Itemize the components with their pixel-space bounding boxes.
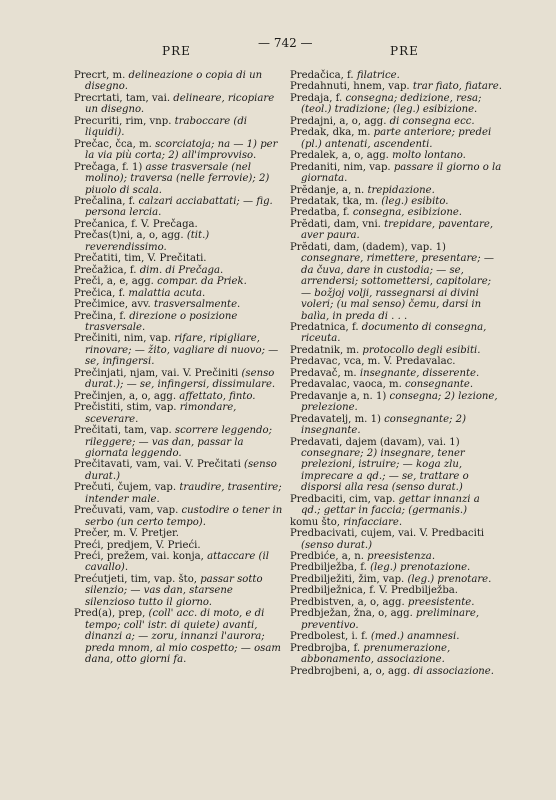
dictionary-entry xyxy=(74,528,286,539)
dictionary-entry xyxy=(74,368,286,391)
entry-headword: Prečatiti, xyxy=(74,253,122,265)
entry-grammar: rim, vnp. xyxy=(122,115,175,127)
entry-headword: Predavati, xyxy=(290,436,343,448)
entry-grammar: f. xyxy=(357,562,371,574)
entry-headword: Prečinjati, xyxy=(74,367,127,379)
entry-grammar: žna, o, agg. xyxy=(350,608,416,620)
entry-grammar: a, o, agg. xyxy=(133,230,187,242)
entry-grammar: dka, m. xyxy=(329,127,374,139)
dictionary-entry xyxy=(290,574,502,585)
entry-grammar: a, n. 1) xyxy=(347,390,390,402)
dictionary-entry xyxy=(290,345,502,356)
entry-grammar: nim, vap. xyxy=(120,333,175,345)
entry-grammar: a, o, agg. xyxy=(125,390,180,402)
entry-headword: Predbiće, xyxy=(290,551,339,563)
entry-grammar: dam, (dadem), vap. 1) xyxy=(330,241,446,253)
entry-definition: dim. di Prečaga. xyxy=(139,264,224,276)
entry-headword: Prečažica, xyxy=(74,264,127,276)
entry-definition: documento di consegna, riceuta. xyxy=(301,321,487,345)
dictionary-entry xyxy=(74,311,286,334)
entry-grammar: tam, vai. xyxy=(122,92,174,104)
entry-definition: (leg.) prenotazione. xyxy=(370,562,471,574)
entry-headword: Prečalina, xyxy=(74,195,126,207)
dictionary-entry xyxy=(290,81,502,92)
dictionary-entry xyxy=(74,196,286,219)
entry-definition: asse trasversale (nel molino); traversa (nelle ferrovie); 2) piuolo di scala. xyxy=(85,161,270,196)
entry-headword: Prečistiti, xyxy=(74,402,124,414)
entry-grammar: f. xyxy=(125,195,139,207)
entry-definition: consegnare, rimettere, presentare; — da čuva, dare in custodia; — se, arrendersi; sottomettersi, capitolare; — božjoj volji, rassegnarsi ai divini voleri; (u mal senso) čemu, darsi in balìa, in preda di . . . xyxy=(301,253,494,322)
entry-definition: (coll' acc. di moto, e di tempo; coll' istr. di quiete) avanti, dinanzi a; — zoru, innanzi l'aurora; preda mnom, al mio cospetto; — osam dana, otto giorni fa. xyxy=(85,608,281,666)
entry-headword: Predalek, xyxy=(290,150,339,162)
entry-definition: trepidare, paventare, aver paura. xyxy=(301,218,494,242)
dictionary-entry xyxy=(74,482,286,505)
entry-grammar: m. V. Pretjer. xyxy=(110,528,179,540)
dictionary-entry xyxy=(290,185,502,196)
entry-headword: Precuriti, xyxy=(74,115,123,127)
entry-grammar: tim, V. Prečitati. xyxy=(121,253,207,265)
entry-definition: passare il giorno o la giornata. xyxy=(301,161,502,185)
entry-grammar: m. xyxy=(340,367,360,379)
entry-headword: Predbistven, xyxy=(290,596,355,608)
right-column xyxy=(290,70,502,677)
entry-definition: attaccare (il cavallo). xyxy=(85,551,269,574)
entry-grammar: a, o, agg. xyxy=(359,665,414,677)
entry-headword: Prečitati, xyxy=(74,425,122,437)
entry-grammar: a, o, agg. xyxy=(336,115,390,127)
entry-headword: Prečitavati, xyxy=(74,459,133,471)
entry-headword: Prĕdanje, xyxy=(290,184,339,196)
dictionary-entry xyxy=(290,127,502,150)
dictionary-entry xyxy=(290,391,502,414)
entry-headword: Predavatelj, xyxy=(290,413,352,425)
entry-headword: Predaja, xyxy=(290,92,333,104)
dictionary-entry xyxy=(290,414,502,437)
entry-headword: Precrt, xyxy=(74,70,110,81)
entry-definition: traboccare (di liquidi). xyxy=(85,115,248,139)
entry-definition: gettar innanzi a qd.; gettar in faccia; (germanis.) xyxy=(301,493,480,517)
dictionary-entry xyxy=(290,242,502,322)
dictionary-entry xyxy=(74,230,286,253)
entry-headword: Prečuti, xyxy=(74,482,115,494)
dictionary-entry xyxy=(290,494,502,517)
dictionary-entry xyxy=(74,299,286,310)
dictionary-entry xyxy=(290,70,502,81)
entry-grammar: hnem, vap. xyxy=(350,81,413,93)
entry-definition: delineare, ricopiare un disegno. xyxy=(85,92,275,116)
left-column xyxy=(74,70,286,666)
entry-headword: Predavalac, xyxy=(290,379,350,391)
entry-grammar: dam, vni. xyxy=(330,218,385,230)
entry-definition: protocollo degli esibiti. xyxy=(362,344,481,356)
entry-headword: Prečaga, xyxy=(74,161,119,173)
entry-definition: (leg.) prenotare. xyxy=(407,573,492,585)
entry-grammar: f. xyxy=(339,207,353,219)
entry-headword: Prečas(t)ni, xyxy=(74,230,134,242)
entry-headword: Predbaciti, xyxy=(290,493,346,505)
entry-headword: Preći, xyxy=(74,539,104,551)
entry-headword: Predak, xyxy=(290,127,330,139)
entry-definition: scorciatoja; na — 1) per la via più corta; 2) all'improvviso. xyxy=(85,138,278,162)
dictionary-entry xyxy=(74,540,286,551)
entry-grammar: stim, vap. xyxy=(123,402,180,414)
dictionary-entry xyxy=(74,253,286,264)
entry-definition: filatrice. xyxy=(356,70,400,81)
entry-grammar: m. xyxy=(109,70,129,81)
entry-headword: Prečanica, xyxy=(74,218,128,230)
entry-definition: di consegna ecc. xyxy=(389,115,475,127)
dictionary-entry xyxy=(290,631,502,642)
entry-definition: parte anteriore; predei (pl.) antenati, ascendenti. xyxy=(301,127,492,150)
entry-definition: delineazione o copia di un disegno. xyxy=(85,70,263,93)
entry-definition: direzione o posizione trasversale. xyxy=(85,310,238,333)
entry-grammar: m. xyxy=(343,344,363,356)
entry-definition: preesistente. xyxy=(407,596,475,608)
entry-headword: Prĕdati, xyxy=(290,218,331,230)
entry-definition: consegna; 2) lezione, prelezione. xyxy=(301,390,498,414)
entry-grammar: predjem, V. Prieći. xyxy=(103,539,201,551)
entry-headword: Pred(a), xyxy=(74,608,116,620)
entry-grammar: cujem, vai. V. Predbaciti xyxy=(357,528,485,540)
dictionary-entry xyxy=(74,219,286,230)
entry-headword: Predbolest, xyxy=(290,631,349,643)
entry-headword: Prečinjen, xyxy=(74,390,126,402)
dictionary-entry xyxy=(290,93,502,116)
entry-headword: Predatnica, xyxy=(290,321,349,333)
entry-definition: malattia acuta. xyxy=(128,287,206,299)
entry-headword: Predbrojbeni, xyxy=(290,665,360,677)
entry-definition: scorrere leggendo; rileggere; — vas dan, passar la giornata leggendo. xyxy=(85,425,273,459)
dictionary-entry xyxy=(290,528,502,551)
entry-definition: preliminare, preventivo. xyxy=(301,608,480,631)
entry-grammar: f. 1) xyxy=(118,161,146,173)
entry-headword: Predbilježiti, xyxy=(290,573,356,585)
entry-definition: consegnante. xyxy=(405,379,474,391)
running-head-right: PRE xyxy=(390,44,419,58)
dictionary-entry xyxy=(74,391,286,402)
entry-definition: trar fiato, fiatare. xyxy=(412,81,502,93)
entry-grammar: tim, vap. što, xyxy=(127,573,201,585)
entry-headword: Predajni, xyxy=(290,115,337,127)
dictionary-entry xyxy=(74,288,286,299)
entry-definition: rifare, ripigliare, rinovare; — žito, vagliare di nuovo; — se, infingersi. xyxy=(85,333,279,368)
entry-headword: Predatnik, xyxy=(290,344,344,356)
dictionary-entry xyxy=(290,437,502,494)
dictionary-entry xyxy=(290,585,502,596)
entry-headword: Predbrojba, xyxy=(290,642,351,654)
entry-grammar: f. xyxy=(126,264,140,276)
entry-definition: (tit.) reverendissimo. xyxy=(85,230,210,253)
dictionary-entry xyxy=(290,219,502,242)
dictionary-entry xyxy=(74,425,286,459)
entry-headword: Prećutjeti, xyxy=(74,573,128,585)
entry-grammar: a, o, agg. xyxy=(354,596,408,608)
dictionary-entry xyxy=(290,666,502,677)
dictionary-entry xyxy=(290,162,502,185)
entry-grammar: tam, vap. xyxy=(121,425,175,437)
entry-headword: Predatak, xyxy=(290,195,340,207)
dictionary-entry xyxy=(290,379,502,390)
dictionary-entry xyxy=(74,276,286,287)
entry-definition: consegna; dedizione, resa; (teol.) tradizione; (leg.) esibizione. xyxy=(301,92,482,116)
entry-definition: rinfacciare. xyxy=(343,516,403,528)
entry-definition: rimondare, sceverare. xyxy=(85,402,237,425)
entry-grammar: a, e, agg. xyxy=(103,276,158,288)
dictionary-entry xyxy=(290,517,502,528)
entry-headword: Preći, xyxy=(74,551,104,563)
entry-grammar: f. xyxy=(343,70,357,81)
entry-headword: Preči, xyxy=(74,276,104,288)
entry-headword: Predbježan, xyxy=(290,608,351,620)
entry-definition: (med.) anamnesi. xyxy=(370,631,460,643)
entry-grammar: komu što, xyxy=(290,516,344,528)
entry-headword: Predavanje xyxy=(290,390,348,402)
entry-definition: calzari acciabattati; — fig. persona lercia. xyxy=(85,195,273,219)
entry-definition: traudire, trasentire; intender male. xyxy=(85,482,282,505)
dictionary-entry xyxy=(290,356,502,367)
entry-grammar: vam, vap. xyxy=(125,505,182,517)
entry-grammar: f. V. Predbilježba. xyxy=(366,585,459,597)
dictionary-entry xyxy=(74,402,286,425)
dictionary-entry xyxy=(74,333,286,367)
dictionary-entry xyxy=(74,459,286,482)
entry-grammar: prep, xyxy=(115,608,149,620)
dictionary-entry xyxy=(290,562,502,573)
entry-headword: Predavac, xyxy=(290,356,341,368)
entry-definition: consegnante; 2) insegnante. xyxy=(301,413,467,437)
entry-definition: compar. da Priek. xyxy=(157,276,247,288)
entry-grammar: i. f. xyxy=(348,631,371,643)
dictionary-entry xyxy=(74,162,286,196)
dictionary-entry xyxy=(290,116,502,127)
entry-definition: (senso durat.) xyxy=(301,539,373,551)
entry-grammar: nim, vap. xyxy=(340,161,394,173)
entry-headword: Predahnuti, xyxy=(290,81,351,93)
dictionary-entry xyxy=(290,322,502,345)
dictionary-entry xyxy=(74,139,286,162)
entry-headword: Prečer, xyxy=(74,528,111,540)
entry-headword: Prečica, xyxy=(74,287,116,299)
entry-grammar: f. xyxy=(348,321,362,333)
dictionary-entry xyxy=(290,368,502,379)
dictionary-entry xyxy=(74,574,286,608)
entry-grammar: f. xyxy=(350,642,364,654)
entry-grammar: a, o, agg. xyxy=(338,150,393,162)
entry-grammar: čca, m. xyxy=(112,138,156,150)
entry-grammar: f. xyxy=(115,287,129,299)
entry-headword: Predbilježnica, xyxy=(290,585,366,597)
entry-grammar: vam, vai. V. Prečitati xyxy=(132,459,245,471)
entry-grammar: avv. xyxy=(128,299,154,311)
dictionary-entry xyxy=(74,265,286,276)
dictionary-entry xyxy=(290,207,502,218)
entry-grammar: tka, m. xyxy=(339,195,382,207)
entry-headword: Prečiniti, xyxy=(74,333,121,345)
entry-headword: Prečina, xyxy=(74,310,117,322)
entry-definition: consegnare; 2) insegnare, tener prelezioni, istruire; — koga zlu, imprecare a qd.; — se, trattare o disporsi alla resa (senso durat.) xyxy=(301,447,469,494)
dictionary-entry xyxy=(290,150,502,161)
entry-grammar: m. 1) xyxy=(351,413,385,425)
dictionary-entry xyxy=(290,196,502,207)
entry-definition: prenumerazione, abbonamento, associazione. xyxy=(301,642,451,666)
page-number: — 742 — xyxy=(258,36,313,50)
entry-definition: (senso durat.) xyxy=(85,459,277,482)
entry-grammar: vaoca, m. xyxy=(349,379,405,391)
dictionary-entry xyxy=(290,643,502,666)
entry-definition: (senso durat.); — se, infingersi, dissimulare. xyxy=(85,367,276,391)
entry-definition: passar sotto silenzio; — vas dan, starsene silenzioso tutto il giorno. xyxy=(85,573,263,608)
dictionary-entry xyxy=(74,116,286,139)
dictionary-entry xyxy=(290,608,502,631)
entry-definition: consegna, esibizione. xyxy=(352,207,463,219)
entry-grammar: dajem (davam), vai. 1) xyxy=(342,436,460,448)
dictionary-entry xyxy=(74,551,286,574)
entry-grammar: f. xyxy=(116,310,130,322)
dictionary-entry xyxy=(290,597,502,608)
entry-grammar: žim, vap. xyxy=(355,573,408,585)
entry-headword: Prečuvati, xyxy=(74,505,126,517)
entry-headword: Prečac, xyxy=(74,138,113,150)
entry-headword: Predavač, xyxy=(290,367,341,379)
entry-grammar: prežem, vai. konja, xyxy=(103,551,208,563)
dictionary-entry xyxy=(290,551,502,562)
entry-definition: molto lontano. xyxy=(392,150,466,162)
entry-definition: preesistenza. xyxy=(367,551,436,563)
entry-grammar: a, n. xyxy=(338,184,368,196)
dictionary-entry xyxy=(74,505,286,528)
entry-definition: trepidazione. xyxy=(367,184,435,196)
entry-headword: Predaniti, xyxy=(290,161,341,173)
entry-grammar: cim, vap. xyxy=(345,493,399,505)
entry-headword: Predbacivati, xyxy=(290,528,358,540)
dictionary-entry xyxy=(74,93,286,116)
entry-definition: affettato, finto. xyxy=(179,390,256,402)
entry-grammar: čujem, vap. xyxy=(114,482,180,494)
dictionary-entry xyxy=(74,608,286,665)
entry-headword: Predbilježba, xyxy=(290,562,358,574)
entry-definition: custodire o tener in serbo (un certo tempo). xyxy=(85,505,283,528)
dictionary-entry xyxy=(74,70,286,93)
entry-definition: insegnante, disserente. xyxy=(359,367,480,379)
entry-headword: Precrtati, xyxy=(74,92,123,104)
entry-grammar: njam, vai. V. Prečiniti xyxy=(126,367,242,379)
entry-definition: (leg.) esibito. xyxy=(381,195,449,207)
running-head-left: PRE xyxy=(162,44,191,58)
entry-grammar: a, n. xyxy=(338,551,368,563)
entry-headword: Predačica, xyxy=(290,70,344,81)
entry-definition: trasversalmente. xyxy=(153,299,241,311)
entry-headword: Predatba, xyxy=(290,207,340,219)
entry-grammar: vca, m. V. Predavalac. xyxy=(340,356,456,368)
entry-grammar: f. xyxy=(332,92,346,104)
entry-definition: di associazione. xyxy=(413,665,494,677)
entry-grammar: f. V. Prečaga. xyxy=(127,218,198,230)
entry-headword: Prĕdati, xyxy=(290,241,331,253)
entry-headword: Prečimice, xyxy=(74,299,129,311)
